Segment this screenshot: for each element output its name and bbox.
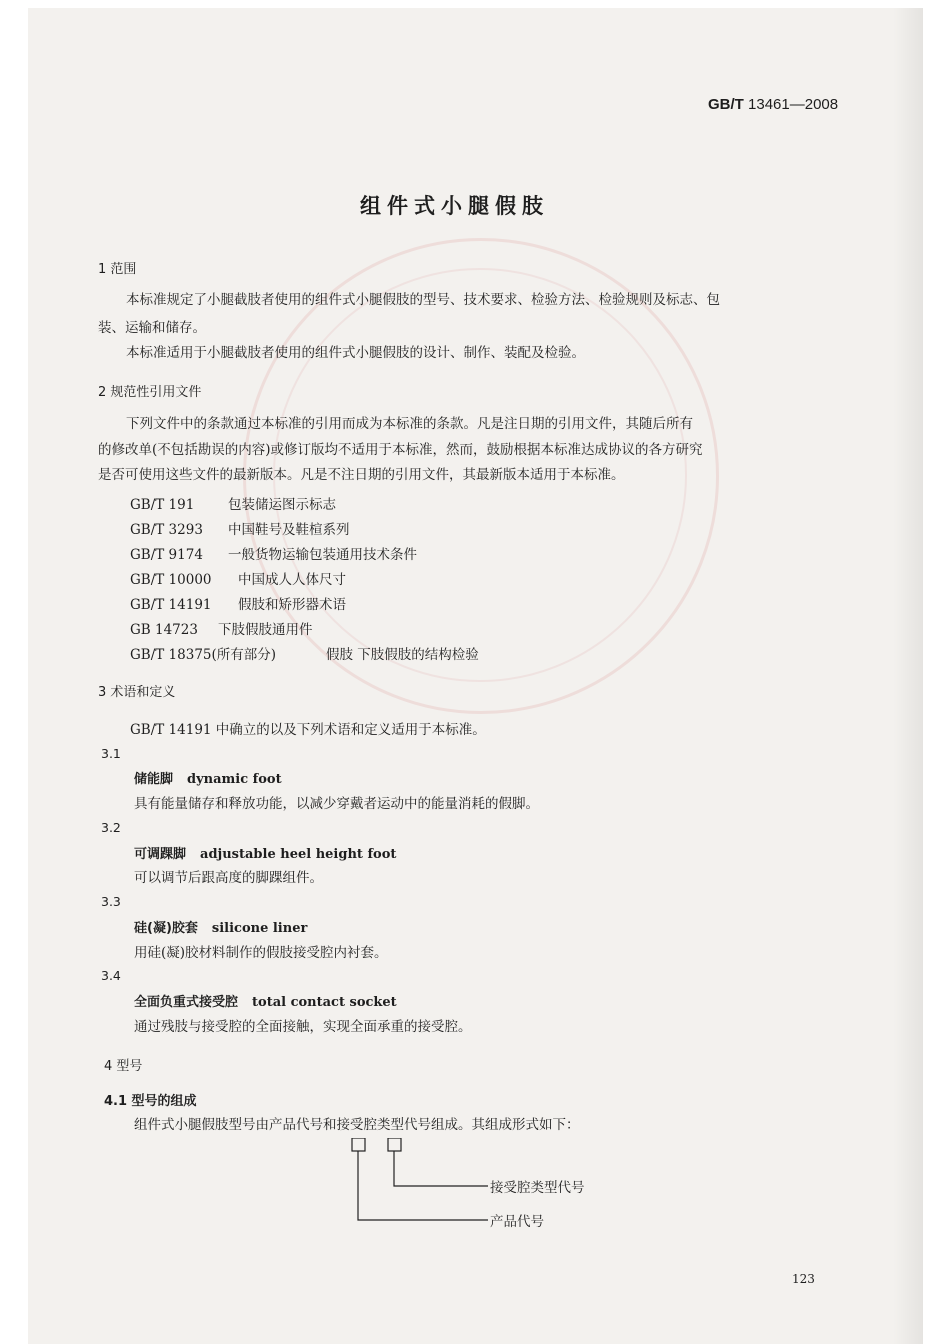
section-2-paragraph-line-2: 的修改单(不包括勘误的内容)或修订版均不适用于本标准，然而，鼓励根据本标准达成协议的各方研究 <box>98 442 703 458</box>
standard-code: GB/T 13461—2008 <box>708 96 839 113</box>
reference-item: GB/T 191 包装储运图示标志 <box>130 497 336 513</box>
term-definition: 用硅(凝)胶材料制作的假肢接受腔内衬套。 <box>134 945 388 961</box>
section-3-intro: GB/T 14191 中确立的以及下列术语和定义适用于本标准。 <box>130 722 486 738</box>
section-1-paragraph-1-line-2: 装、运输和储存。 <box>98 320 206 336</box>
section-1-heading: 1 范围 <box>98 262 137 277</box>
reference-item: GB/T 10000 中国成人人体尺寸 <box>130 572 346 588</box>
section-2-paragraph-line-1: 下列文件中的条款通过本标准的引用而成为本标准的条款。凡是注日期的引用文件，其随后所有 <box>126 416 693 432</box>
product-code-label: 产品代号 <box>490 1214 544 1230</box>
term-definition: 具有能量储存和释放功能，以减少穿戴者运动中的能量消耗的假脚。 <box>134 796 539 812</box>
section-2-heading: 2 规范性引用文件 <box>98 385 202 400</box>
term-title: 储能脚 dynamic foot <box>134 772 282 787</box>
term-number: 3.3 <box>101 894 121 909</box>
socket-code-box <box>388 1138 401 1151</box>
section-4-1-paragraph: 组件式小腿假肢型号由产品代号和接受腔类型代号组成。其组成形式如下： <box>134 1117 580 1133</box>
term-number: 3.1 <box>101 746 121 761</box>
reference-item: GB/T 18375(所有部分) 假肢 下肢假肢的结构检验 <box>130 647 479 663</box>
socket-leader-line <box>394 1151 488 1186</box>
reference-item: GB 14723 下肢假肢通用件 <box>130 622 313 638</box>
reference-item: GB/T 3293 中国鞋号及鞋楦系列 <box>130 522 350 538</box>
section-4-heading: 4 型号 <box>104 1059 143 1074</box>
composition-diagram-svg <box>338 1138 638 1248</box>
model-composition-diagram <box>338 1138 638 1252</box>
section-3-heading: 3 术语和定义 <box>98 685 176 700</box>
section-1-paragraph-1-line-1: 本标准规定了小腿截肢者使用的组件式小腿假肢的型号、技术要求、检验方法、检验规则及标志、包 <box>126 292 720 308</box>
reference-item: GB/T 9174 一般货物运输包装通用技术条件 <box>130 547 417 563</box>
term-definition: 通过残肢与接受腔的全面接触，实现全面承重的接受腔。 <box>134 1019 472 1035</box>
document-page <box>28 8 923 1344</box>
term-number: 3.4 <box>101 968 121 983</box>
reference-item: GB/T 14191 假肢和矫形器术语 <box>130 597 346 613</box>
section-4-1-heading: 4.1 型号的组成 <box>104 1094 197 1109</box>
page-title: 组件式小腿假肢 <box>360 194 549 218</box>
socket-type-code-label: 接受腔类型代号 <box>490 1180 585 1196</box>
section-2-paragraph-line-3: 是否可使用这些文件的最新版本。凡是不注日期的引用文件，其最新版本适用于本标准。 <box>98 467 625 483</box>
page-spine-shadow <box>893 8 923 1344</box>
product-code-box <box>352 1138 365 1151</box>
term-title: 全面负重式接受腔 total contact socket <box>134 995 397 1010</box>
term-definition: 可以调节后跟高度的脚踝组件。 <box>134 870 323 886</box>
term-number: 3.2 <box>101 820 121 835</box>
page-number: 123 <box>792 1272 815 1286</box>
section-1-paragraph-2: 本标准适用于小腿截肢者使用的组件式小腿假肢的设计、制作、装配及检验。 <box>126 345 585 361</box>
term-title: 可调踝脚 adjustable heel height foot <box>134 847 397 862</box>
term-title: 硅(凝)胶套 silicone liner <box>134 921 308 936</box>
